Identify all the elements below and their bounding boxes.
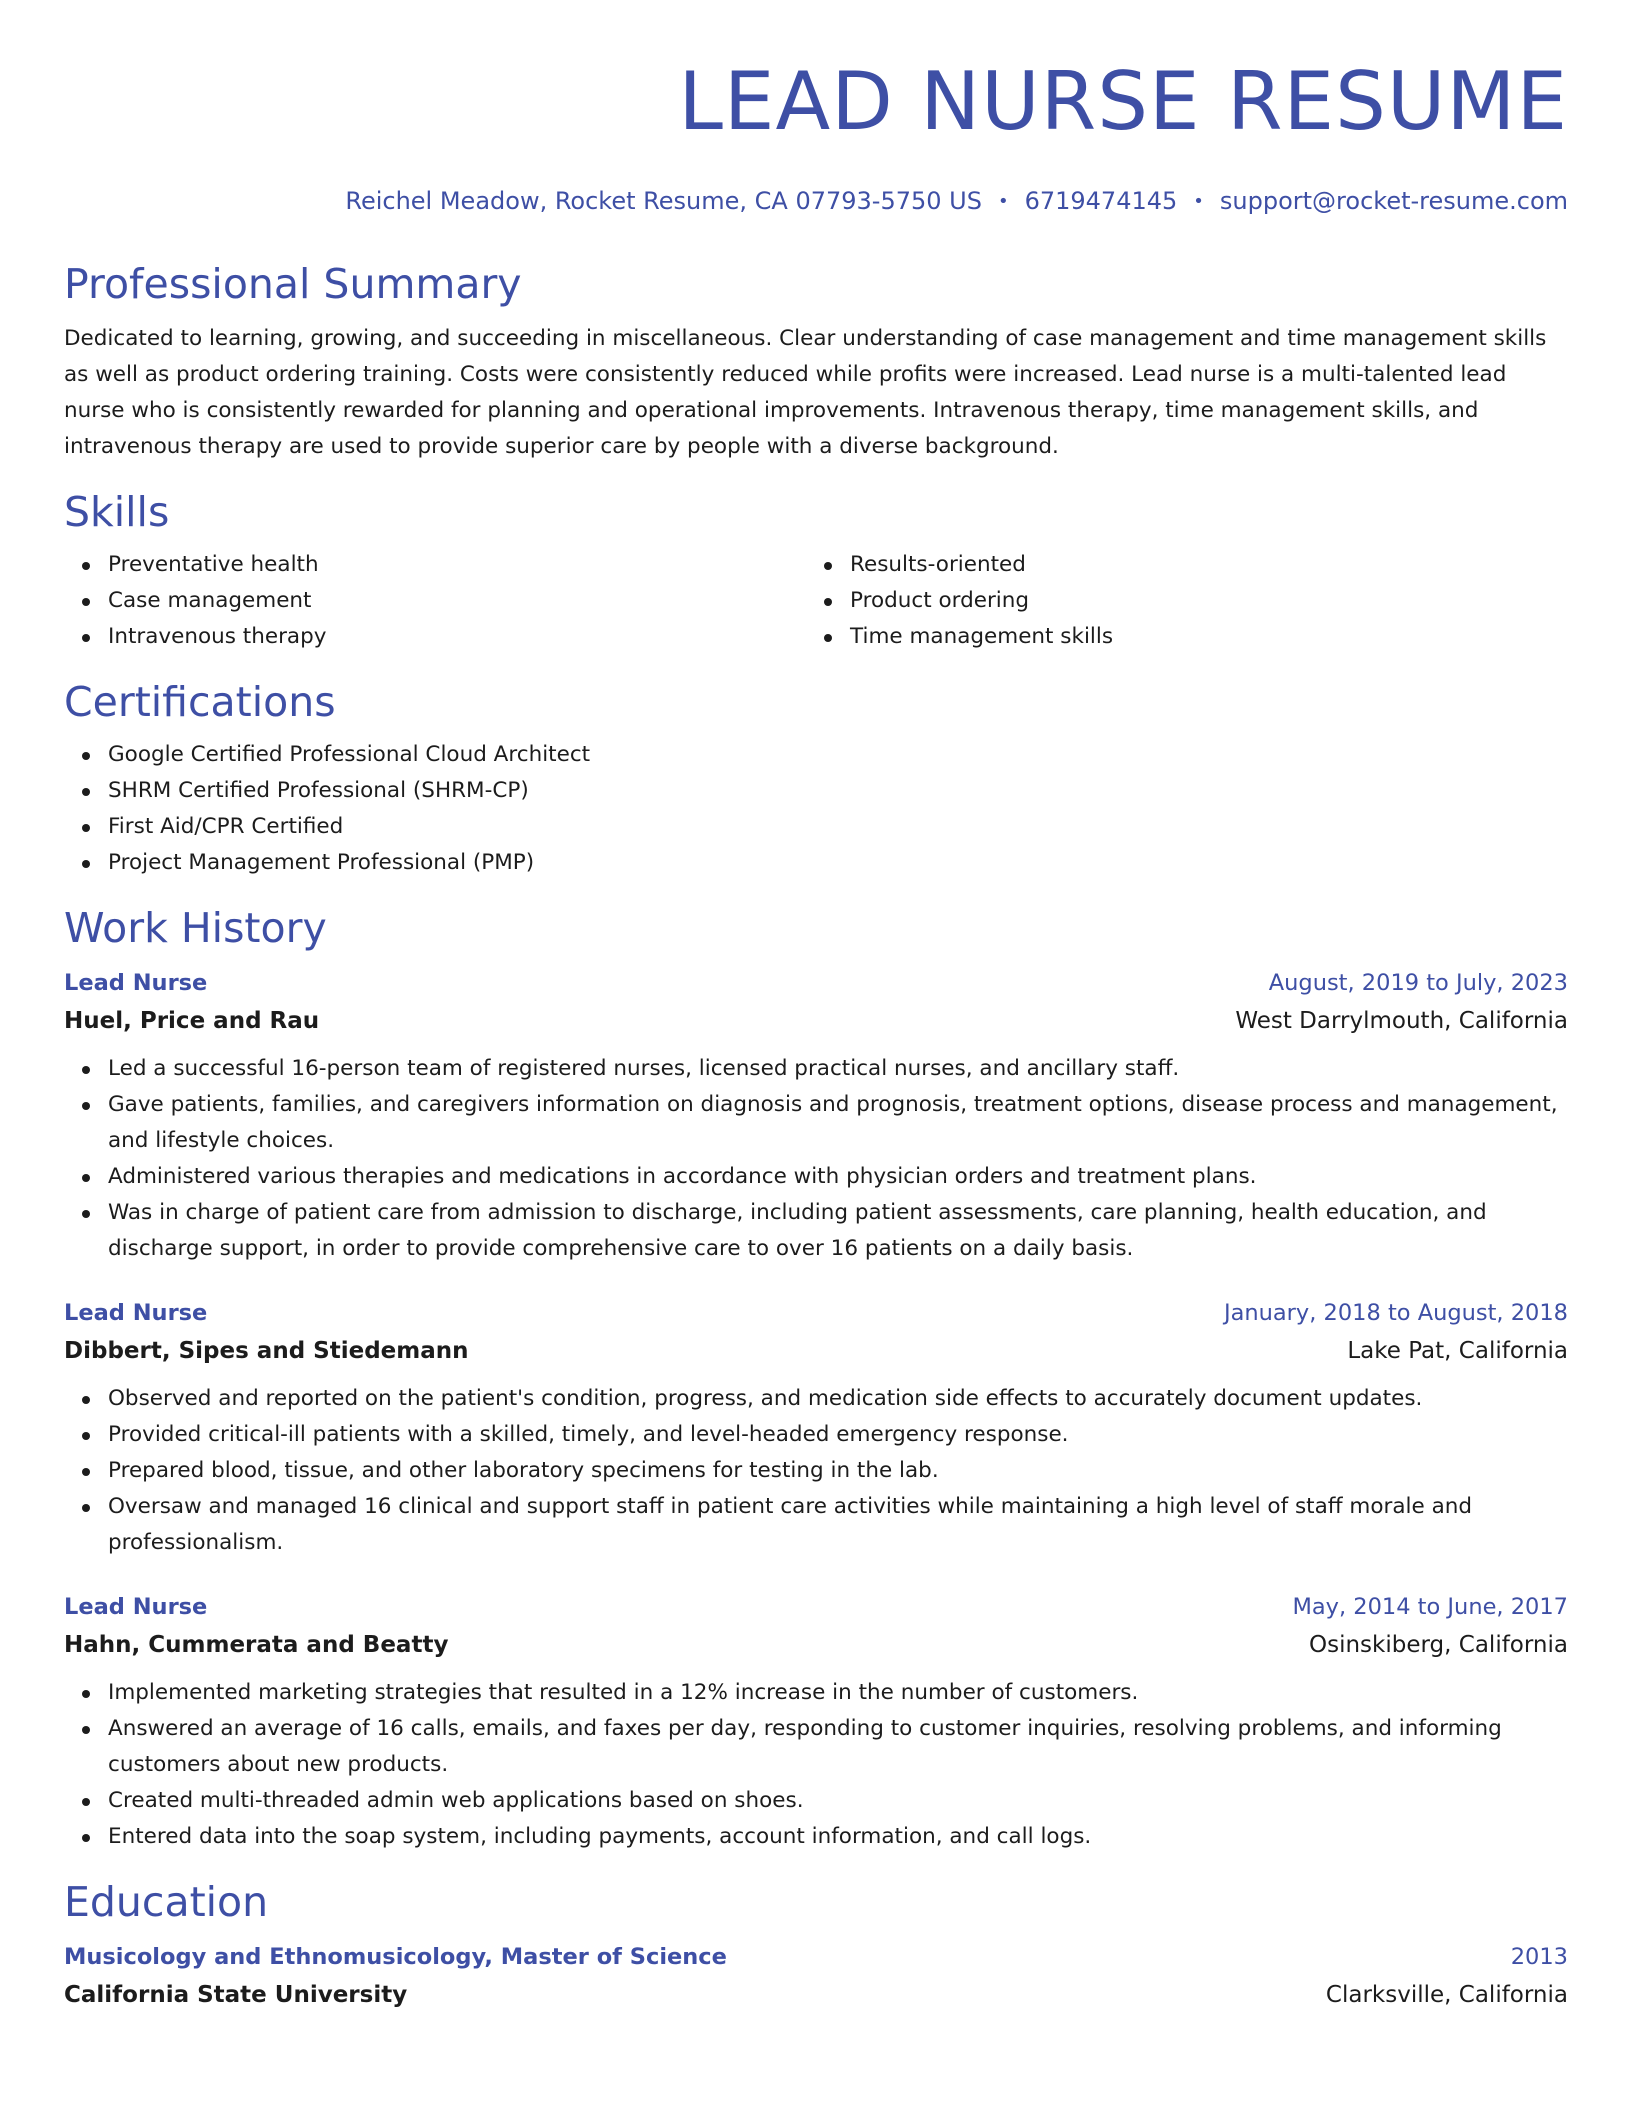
job-bullet: Answered an average of 16 calls, emails, and faxes per day, responding to customer inquiries, resolving problems, and informing customers about new products. (108, 1711, 1568, 1783)
contact-email[interactable]: support@rocket-resume.com (1219, 187, 1568, 215)
work-history-heading: Work History (64, 904, 327, 952)
summary-heading: Professional Summary (64, 260, 522, 308)
skill-item: Results-oriented (850, 547, 1548, 583)
resume-page (64, 0, 1568, 2015)
contact-address: Reichel Meadow, Rocket Resume, CA 07793-5750 US (345, 187, 982, 215)
skills-list (64, 547, 1568, 655)
job-entry (64, 1295, 1568, 1561)
summary-text: Dedicated to learning, growing, and succeeding in miscellaneous. Clear understanding of case management and time management skills as well as product ordering training. Costs were consistently reduced while profits were increased. Lead nurse is a multi-talented lead nurse who is consistently rewarded for planning and operational improvements. Intravenous therapy, time management skills, and intravenous therapy are used to provide superior care by people with a diverse background. (64, 326, 1547, 459)
skills-heading: Skills (64, 488, 170, 536)
job-title: Lead Nurse (64, 970, 208, 996)
job-bullets (64, 1381, 1568, 1561)
job-dates: May, 2014 to June, 2017 (1292, 1594, 1568, 1620)
education-year: 2013 (1510, 1944, 1568, 1970)
certification-item: Google Certified Professional Cloud Architect (108, 737, 1568, 773)
job-bullet: Led a successful 16-person team of registered nurses, licensed practical nurses, and ancillary staff. (108, 1051, 1568, 1087)
education-location: Clarksville, California (1325, 1982, 1568, 2008)
education-school: California State University (64, 1982, 408, 2008)
contact-phone[interactable]: 6719474145 (1024, 187, 1178, 215)
certification-item: Project Management Professional (PMP) (108, 845, 1568, 881)
job-title: Lead Nurse (64, 1300, 208, 1326)
skills-column-left (64, 547, 806, 655)
certification-item: First Aid/CPR Certified (108, 809, 1568, 845)
job-bullet: Oversaw and managed 16 clinical and support staff in patient care activities while maintaining a high level of staff morale and professionalism. (108, 1489, 1568, 1561)
skills-column-right (806, 547, 1548, 655)
job-bullet: Implemented marketing strategies that resulted in a 12% increase in the number of customers. (108, 1675, 1568, 1711)
job-bullet: Entered data into the soap system, including payments, account information, and call logs. (108, 1819, 1568, 1855)
job-location: Osinskiberg, California (1309, 1632, 1568, 1658)
skill-item: Time management skills (850, 619, 1548, 655)
education-degree: Musicology and Ethnomusicology, Master of Science (64, 1944, 727, 1970)
job-bullet: Observed and reported on the patient's condition, progress, and medication side effects to accurately document updates. (108, 1381, 1568, 1417)
contact-line (64, 186, 1568, 217)
job-bullet: Prepared blood, tissue, and other laboratory specimens for testing in the lab. (108, 1453, 1568, 1489)
skill-item: Case management (108, 583, 806, 619)
job-dates: January, 2018 to August, 2018 (1223, 1300, 1568, 1326)
job-entry (64, 1589, 1568, 1855)
job-company: Huel, Price and Rau (64, 1008, 320, 1034)
job-bullet: Gave patients, families, and caregivers information on diagnosis and prognosis, treatment options, disease process and management, and lifestyle choices. (108, 1087, 1568, 1159)
job-bullets (64, 1051, 1568, 1267)
skill-item: Preventative health (108, 547, 806, 583)
job-location: Lake Pat, California (1347, 1338, 1568, 1364)
job-bullet: Provided critical-ill patients with a skilled, timely, and level-headed emergency response. (108, 1417, 1568, 1453)
job-bullet: Was in charge of patient care from admission to discharge, including patient assessments, care planning, health education, and discharge support, in order to provide comprehensive care to over 16 patients on a daily basis. (108, 1195, 1568, 1267)
certifications-list (64, 737, 1568, 881)
job-entry (64, 965, 1568, 1267)
job-company: Hahn, Cummerata and Beatty (64, 1632, 449, 1658)
job-bullet: Administered various therapies and medications in accordance with physician orders and treatment plans. (108, 1159, 1568, 1195)
job-dates: August, 2019 to July, 2023 (1268, 970, 1568, 996)
contact-separator: • (1193, 191, 1204, 212)
education-heading: Education (64, 1878, 269, 1926)
contact-separator: • (997, 191, 1009, 212)
education-entry (64, 1939, 1568, 2015)
certifications-heading: Certifications (64, 678, 336, 726)
job-company: Dibbert, Sipes and Stiedemann (64, 1338, 469, 1364)
certification-item: SHRM Certified Professional (SHRM-CP) (108, 773, 1568, 809)
job-title: Lead Nurse (64, 1594, 208, 1620)
job-bullet: Created multi-threaded admin web applications based on shoes. (108, 1783, 1568, 1819)
skill-item: Intravenous therapy (108, 619, 806, 655)
resume-title: LEAD NURSE RESUME (678, 55, 1568, 148)
skill-item: Product ordering (850, 583, 1548, 619)
job-location: West Darrylmouth, California (1235, 1008, 1568, 1034)
job-bullets (64, 1675, 1568, 1855)
